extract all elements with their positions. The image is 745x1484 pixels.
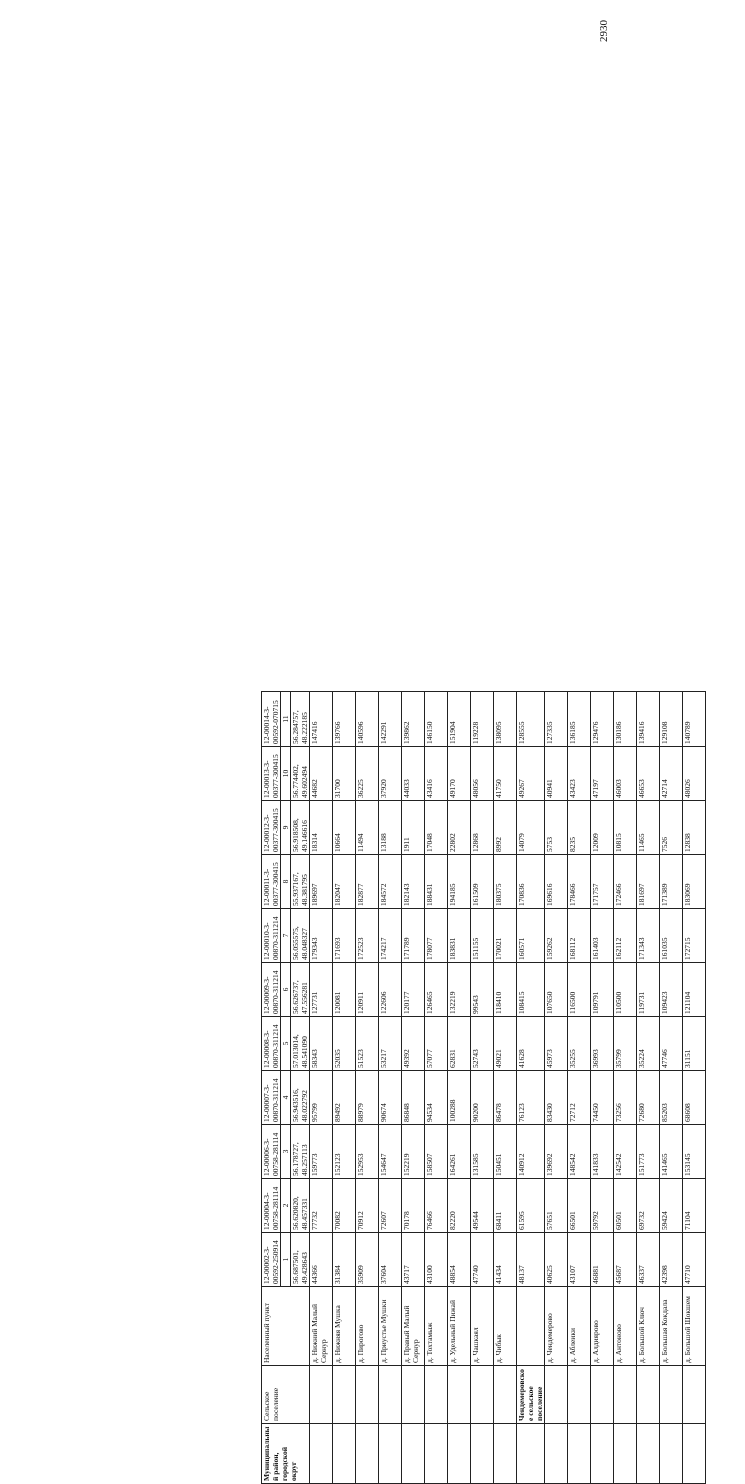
value-cell: 142542 [614,1125,637,1179]
settlement-cell [356,1366,379,1424]
value-cell: 47710 [683,1233,706,1287]
value-cell: 139862 [402,692,425,747]
value-cell: 48026 [683,747,706,801]
distance-table [261,691,706,1484]
municipality-cell [614,1424,637,1484]
header-index: 10 [281,747,291,801]
value-cell: 8235 [568,801,591,855]
value-cell: 116500 [568,963,591,1017]
value-cell: 11465 [637,801,660,855]
value-cell: 94534 [425,1071,448,1125]
municipality-cell [471,1424,494,1484]
value-cell: 127335 [545,692,568,747]
value-cell: 85203 [660,1071,683,1125]
value-cell: 7526 [660,801,683,855]
value-cell: 148542 [568,1125,591,1179]
value-cell: 13188 [379,801,402,855]
value-cell: 153145 [683,1125,706,1179]
settlement-cell [333,1366,356,1424]
header-index: 7 [281,909,291,963]
value-cell: 129476 [591,692,614,747]
value-cell: 43107 [568,1233,591,1287]
value-cell: 151773 [637,1125,660,1179]
settlement-cell [471,1366,494,1424]
value-cell: 8992 [494,801,517,855]
value-cell: 171757 [591,855,614,909]
table-row [614,692,637,1484]
value-cell: 109423 [660,963,683,1017]
table-row [494,692,517,1484]
municipality-cell [448,1424,471,1484]
value-cell: 180375 [494,855,517,909]
value-cell: 109791 [591,963,614,1017]
locality-cell: д. Удельный Пижай [448,1287,471,1366]
municipality-cell [568,1424,591,1484]
header-code: 12-00009-3-00870-311214 [262,963,281,1017]
settlement-cell [310,1366,333,1424]
value-cell: 44033 [402,747,425,801]
table-row [379,692,402,1484]
value-cell: 107650 [545,963,568,1017]
value-cell: 43100 [425,1233,448,1287]
value-cell: 12009 [591,801,614,855]
header-code: 12-00011-3-00377-300415 [262,855,281,909]
value-cell: 31151 [683,1017,706,1071]
value-cell: 152219 [402,1125,425,1179]
value-cell: 171789 [402,909,425,963]
value-cell: 43416 [425,747,448,801]
value-cell: 128555 [517,692,545,747]
value-cell: 71104 [683,1179,706,1233]
header-index: 6 [281,963,291,1017]
locality-cell: д. Аблеики [568,1287,591,1366]
value-cell: 40625 [545,1233,568,1287]
value-cell: 35224 [637,1017,660,1071]
value-cell: 183831 [448,909,471,963]
header-settlement: Сельское поселение [262,1366,310,1424]
value-cell: 169616 [545,855,568,909]
value-cell: 45687 [614,1233,637,1287]
value-cell: 171693 [333,909,356,963]
value-cell: 99543 [471,963,494,1017]
value-cell: 58343 [310,1017,333,1071]
value-cell: 41628 [517,1017,545,1071]
settlement-cell [494,1366,517,1424]
rotated-table-container [261,692,745,1484]
settlement-cell [448,1366,471,1424]
value-cell: 141833 [591,1125,614,1179]
locality-cell: д. Тохтамыж [425,1287,448,1366]
table-row [310,692,333,1484]
value-cell: 66501 [568,1179,591,1233]
settlement-cell [660,1366,683,1424]
value-cell: 72680 [637,1071,660,1125]
value-cell: 12838 [683,801,706,855]
value-cell: 44682 [310,747,333,801]
value-cell: 142291 [379,692,402,747]
value-cell: 83430 [545,1071,568,1125]
settlement-cell [379,1366,402,1424]
header-coord: 56.774402, 49.602494 [291,747,310,801]
settlement-cell [568,1366,591,1424]
value-cell: 49170 [448,747,471,801]
value-cell: 47740 [471,1233,494,1287]
value-cell: 72607 [379,1179,402,1233]
municipality-cell [494,1424,517,1484]
locality-cell: д. Чибык [494,1287,517,1366]
value-cell: 70912 [356,1179,379,1233]
value-cell: 140596 [356,692,379,747]
value-cell: 172466 [614,855,637,909]
value-cell: 47197 [591,747,614,801]
value-cell: 61595 [517,1179,545,1233]
header-index: 4 [281,1071,291,1125]
table-row [402,692,425,1484]
value-cell: 43423 [568,747,591,801]
value-cell: 168112 [568,909,591,963]
table-row [425,692,448,1484]
table-row [471,692,494,1484]
value-cell: 41434 [494,1233,517,1287]
value-cell: 36993 [591,1017,614,1071]
value-cell: 22802 [448,801,471,855]
value-cell: 69732 [637,1179,660,1233]
value-cell: 174217 [379,909,402,963]
value-cell: 59424 [660,1179,683,1233]
value-cell: 70178 [402,1179,425,1233]
value-cell: 183069 [683,855,706,909]
table-row [333,692,356,1484]
value-cell: 37920 [379,747,402,801]
header-locality: Населенный пункт [262,1287,310,1366]
header-coord: 55.937167, 48.381795 [291,855,310,909]
locality-cell: д. Большой Шокшем [683,1287,706,1366]
value-cell: 130186 [614,692,637,747]
table-row [356,692,379,1484]
value-cell: 161403 [591,909,614,963]
header-coord: 56.284757, 48.222185 [291,692,310,747]
value-cell: 139692 [545,1125,568,1179]
value-cell: 182047 [333,855,356,909]
header-coord: 56.918508, 49.146616 [291,801,310,855]
locality-cell: д. Приустье Мушки [379,1287,402,1366]
value-cell: 42714 [660,747,683,801]
value-cell: 11494 [356,801,379,855]
value-cell: 162112 [614,909,637,963]
municipality-cell [683,1424,706,1484]
value-cell: 35909 [356,1233,379,1287]
value-cell: 68411 [494,1179,517,1233]
municipality-cell [517,1424,545,1484]
value-cell: 14079 [517,801,545,855]
header-index: 9 [281,801,291,855]
value-cell: 46881 [591,1233,614,1287]
value-cell: 53217 [379,1017,402,1071]
locality-cell: д. Алдиярово [591,1287,614,1366]
value-cell: 12868 [471,801,494,855]
value-cell: 89492 [333,1071,356,1125]
value-cell: 178466 [568,855,591,909]
value-cell: 139766 [333,692,356,747]
settlement-cell: Чендемеровское сельское поселение [517,1366,545,1424]
header-code: 12-00010-3-00870-311214 [262,909,281,963]
header-coord: 56.626737, 47.556281 [291,963,310,1017]
value-cell: 57077 [425,1017,448,1071]
value-cell: 160571 [517,909,545,963]
value-cell: 194185 [448,855,471,909]
value-cell: 45973 [545,1017,568,1071]
header-code: 12-00007-3-00870-311214 [262,1071,281,1125]
municipality-cell [333,1424,356,1484]
value-cell: 43717 [402,1233,425,1287]
value-cell: 57651 [545,1179,568,1233]
value-cell: 10815 [614,801,637,855]
value-cell: 164261 [448,1125,471,1179]
value-cell: 17048 [425,801,448,855]
header-code: 12-00006-3-00758-281114 [262,1125,281,1179]
value-cell: 47746 [660,1017,683,1071]
value-cell: 140789 [683,692,706,747]
settlement-cell [545,1366,568,1424]
value-cell: 141465 [660,1125,683,1179]
value-cell: 136185 [568,692,591,747]
value-cell: 88979 [356,1071,379,1125]
value-cell: 59792 [591,1179,614,1233]
table-body [262,692,706,1484]
value-cell: 10664 [333,801,356,855]
value-cell: 76466 [425,1179,448,1233]
value-cell: 119228 [471,692,494,747]
locality-cell: д. Чендемерово [545,1287,568,1366]
header-code: 12-00008-3-00870-311214 [262,1017,281,1071]
locality-cell: д. Пирогово [356,1287,379,1366]
value-cell: 49544 [471,1179,494,1233]
value-cell: 126465 [425,963,448,1017]
settlement-cell [402,1366,425,1424]
value-cell: 36225 [356,747,379,801]
value-cell: 184572 [379,855,402,909]
value-cell: 171343 [637,909,660,963]
header-coord: 56.620820, 48.457331 [291,1179,310,1233]
locality-cell: д. Большой Ключ [637,1287,660,1366]
value-cell: 138095 [494,692,517,747]
header-coord: 56.178727, 48.257113 [291,1125,310,1179]
municipality-cell [637,1424,660,1484]
value-cell: 46003 [614,747,637,801]
value-cell: 31700 [333,747,356,801]
table-row [591,692,614,1484]
value-cell: 147416 [310,692,333,747]
locality-cell: д. Большая Кокдала [660,1287,683,1366]
value-cell: 90200 [471,1071,494,1125]
value-cell: 1911 [402,801,425,855]
value-cell: 37604 [379,1233,402,1287]
value-cell: 5753 [545,801,568,855]
table-row [568,692,591,1484]
header-code: 12-00014-3-00592-070715 [262,692,281,747]
value-cell: 48056 [471,747,494,801]
table-row [683,692,706,1484]
value-cell: 108415 [517,963,545,1017]
value-cell: 152123 [333,1125,356,1179]
value-cell: 74450 [591,1071,614,1125]
value-cell: 140912 [517,1125,545,1179]
locality-cell: д. Правый Малый Сернур [402,1287,425,1366]
settlement-cell [591,1366,614,1424]
value-cell: 159773 [310,1125,333,1179]
header-code: 12-00004-3-00758-281114 [262,1179,281,1233]
value-cell: 31384 [333,1233,356,1287]
table-row [660,692,683,1484]
header-index: 3 [281,1125,291,1179]
header-index: 1 [281,1233,291,1287]
value-cell: 73256 [614,1071,637,1125]
value-cell: 90674 [379,1071,402,1125]
header-coord: 56.687501, 49.428643 [291,1233,310,1287]
value-cell: 42398 [660,1233,683,1287]
value-cell: 154647 [379,1125,402,1179]
header-coord: 56.055575, 48.048327 [291,909,310,963]
value-cell: 139416 [637,692,660,747]
page-number: 2930 [598,20,610,42]
header-municipality: Муниципальный район, городской округ [262,1424,310,1484]
header-coord: 57.013014, 48.541090 [291,1017,310,1071]
municipality-cell [545,1424,568,1484]
value-cell: 127731 [310,963,333,1017]
value-cell: 95799 [310,1071,333,1125]
value-cell: 35255 [568,1017,591,1071]
municipality-cell [402,1424,425,1484]
header-coord: 56.943516, 48.022792 [291,1071,310,1125]
locality-cell [517,1287,545,1366]
municipality-cell [660,1424,683,1484]
table-row [637,692,660,1484]
header-codes-row [262,692,281,1484]
value-cell: 189697 [310,855,333,909]
settlement-cell [614,1366,637,1424]
value-cell: 49392 [402,1017,425,1071]
value-cell: 118410 [494,963,517,1017]
table-row [448,692,471,1484]
municipality-cell [591,1424,614,1484]
value-cell: 151904 [448,692,471,747]
value-cell: 100288 [448,1071,471,1125]
value-cell: 178077 [425,909,448,963]
municipality-cell [425,1424,448,1484]
value-cell: 170021 [494,909,517,963]
value-cell: 60501 [614,1179,637,1233]
value-cell: 159262 [545,909,568,963]
value-cell: 161509 [471,855,494,909]
header-index: 2 [281,1179,291,1233]
settlement-cell [637,1366,660,1424]
value-cell: 132219 [448,963,471,1017]
header-index: 5 [281,1017,291,1071]
value-cell: 51523 [356,1017,379,1071]
value-cell: 52743 [471,1017,494,1071]
value-cell: 77732 [310,1179,333,1233]
value-cell: 86478 [494,1071,517,1125]
municipality-cell [379,1424,402,1484]
locality-cell: д. Антоново [614,1287,637,1366]
value-cell: 52035 [333,1017,356,1071]
value-cell: 46653 [637,747,660,801]
value-cell: 46337 [637,1233,660,1287]
header-code: 12-00002-3-00592-250914 [262,1233,281,1287]
value-cell: 122606 [379,963,402,1017]
value-cell: 121104 [683,963,706,1017]
value-cell: 170836 [517,855,545,909]
value-cell: 129108 [660,692,683,747]
value-cell: 86848 [402,1071,425,1125]
value-cell: 35799 [614,1017,637,1071]
header-index: 8 [281,855,291,909]
value-cell: 72712 [568,1071,591,1125]
value-cell: 171389 [660,855,683,909]
table-row [517,692,545,1484]
locality-cell: д. Нижний Малый Сернур [310,1287,333,1366]
value-cell: 172523 [356,909,379,963]
value-cell: 188431 [425,855,448,909]
value-cell: 82220 [448,1179,471,1233]
municipality-cell [356,1424,379,1484]
settlement-cell [425,1366,448,1424]
value-cell: 181697 [637,855,660,909]
value-cell: 49021 [494,1017,517,1071]
value-cell: 158507 [425,1125,448,1179]
value-cell: 150451 [494,1125,517,1179]
municipality-cell [310,1424,333,1484]
value-cell: 161035 [660,909,683,963]
value-cell: 44366 [310,1233,333,1287]
value-cell: 68608 [683,1071,706,1125]
value-cell: 120081 [333,963,356,1017]
value-cell: 182143 [402,855,425,909]
value-cell: 70082 [333,1179,356,1233]
header-code: 12-00012-3-00377-300415 [262,801,281,855]
value-cell: 172715 [683,909,706,963]
value-cell: 146150 [425,692,448,747]
value-cell: 76123 [517,1071,545,1125]
value-cell: 48854 [448,1233,471,1287]
locality-cell: д. Чашкаял [471,1287,494,1366]
value-cell: 110500 [614,963,637,1017]
value-cell: 49267 [517,747,545,801]
table-row [545,692,568,1484]
value-cell: 131585 [471,1125,494,1179]
settlement-cell [683,1366,706,1424]
header-index: 11 [281,692,291,747]
value-cell: 48137 [517,1233,545,1287]
value-cell: 119731 [637,963,660,1017]
value-cell: 120911 [356,963,379,1017]
value-cell: 40941 [545,747,568,801]
header-code: 12-00013-3-00377-300415 [262,747,281,801]
value-cell: 18314 [310,801,333,855]
value-cell: 41750 [494,747,517,801]
value-cell: 151155 [471,909,494,963]
locality-cell: д. Нижняя Мушка [333,1287,356,1366]
value-cell: 152953 [356,1125,379,1179]
value-cell: 179343 [310,909,333,963]
value-cell: 182877 [356,855,379,909]
value-cell: 120177 [402,963,425,1017]
value-cell: 62831 [448,1017,471,1071]
